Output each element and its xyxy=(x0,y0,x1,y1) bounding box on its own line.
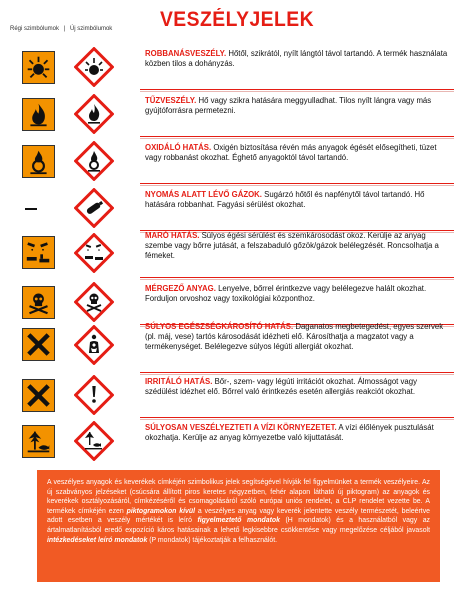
hazard-description xyxy=(145,322,450,353)
hazard-heading: IRRITÁLÓ HATÁS. xyxy=(145,377,213,386)
hazard-row-environment xyxy=(22,419,452,465)
hazard-heading: MÉRGEZŐ ANYAG. xyxy=(145,284,216,293)
hazard-description xyxy=(145,377,450,397)
ghs-flame-icon xyxy=(74,94,114,134)
environment-icon xyxy=(22,425,55,458)
hazard-row-health xyxy=(22,318,452,374)
hazard-heading: MARÓ HATÁS. xyxy=(145,231,200,240)
hazard-text: Lenyelve, bőrrel érintkezve vagy belélegezve halált okozhat. Forduljon orvoshoz vagy toxikológiai központhoz. xyxy=(145,284,427,304)
hazard-heading: ROBBANÁSVESZÉLY. xyxy=(145,49,227,58)
ghs-exclamation-mark-icon xyxy=(74,375,114,415)
hazard-description xyxy=(145,284,450,304)
hazard-description xyxy=(145,423,450,443)
hazard-text: Hő vagy szikra hatására meggyulladhat. Tilos nyílt lángra vagy más gyújtóforrásra permetezni. xyxy=(145,96,432,116)
ghs-gas-cylinder-icon xyxy=(74,188,114,228)
old-symbols-label: Régi szimbólumok xyxy=(10,26,60,32)
hazard-description xyxy=(145,190,450,210)
hazard-text: Súlyos égési sérülést és szemkárosodást okoz. Kerülje az anyag szembe vagy bőrre jutását, a felszabaduló gőzök/gázok belélegzését. Roncsolhatja a fémeket. xyxy=(145,231,439,261)
hazard-description xyxy=(145,96,450,116)
ghs-health-hazard-icon xyxy=(74,325,114,365)
harmful-icon xyxy=(22,328,55,361)
hazard-description xyxy=(145,49,450,69)
hazard-text: Daganatos megbetegedést, egyes szervek (pl. máj, vese) tartós károsodását idézheti elő. Károsíthatja a magzatot vagy a termékenységet. Belélegezve súlyos légúti allergiát okozhat. xyxy=(145,322,444,352)
hazard-heading: TŰZVESZÉLY. xyxy=(145,96,197,105)
divider xyxy=(140,136,454,137)
ghs-environment-icon xyxy=(74,421,114,461)
info-text: (P mondatok) tájékoztatják a felhasználót. xyxy=(149,536,278,544)
hazard-description xyxy=(145,231,450,262)
hazard-heading: OXIDÁLÓ HATÁS. xyxy=(145,143,212,152)
info-emphasis: piktogramokon kívül xyxy=(126,507,195,515)
ghs-flame-over-circle-icon xyxy=(74,141,114,181)
info-text: a veszélyes anyag vagy keverék jelentette veszély természetét, beleértve adott esetben a veszély mértékét is leíró xyxy=(47,507,430,525)
hazard-text: Hőtől, szikrától, nyílt lángtól távol tartandó. A termék használata közben tilos a dohányzás. xyxy=(145,49,448,69)
divider xyxy=(140,277,454,278)
hazard-row-flammable xyxy=(22,92,452,138)
hazard-text: Bőr-, szem- vagy légúti irritációt okozhat. Álmosságot vagy szédülést idézhet elő. Bőrrel való érintkezés esetén allergiás reakciót okozhat. xyxy=(145,377,417,397)
divider xyxy=(140,183,454,184)
no-old-symbol-dash xyxy=(25,208,37,210)
toxic-icon xyxy=(22,286,55,319)
flammable-icon xyxy=(22,98,55,131)
hazard-row-corrosive xyxy=(22,227,452,279)
hazard-heading: SÚLYOS EGÉSZSÉGKÁROSÍTÓ HATÁS. xyxy=(145,322,294,331)
hazard-description xyxy=(145,143,450,163)
hazard-text: Sugárzó hőtől és napfénytől távol tartandó. Hő hatására robbanhat. Fagyási sérülést okozhat. xyxy=(145,190,425,210)
hazard-heading: SÚLYOSAN VESZÉLYEZTETI A VÍZI KÖRNYEZETET. xyxy=(145,423,337,432)
info-emphasis: intézkedéseket leíró mondatok xyxy=(47,536,148,544)
info-emphasis: figyelmeztető mondatok xyxy=(197,517,280,525)
hazard-row-gas xyxy=(22,186,452,232)
ghs-corrosion-icon xyxy=(74,233,114,273)
subheading xyxy=(10,26,115,32)
irritant-icon xyxy=(22,379,55,412)
hazard-row-irritant xyxy=(22,373,452,419)
hazard-row-oxidizing xyxy=(22,139,452,185)
hazard-row-explosive xyxy=(22,45,452,91)
ghs-exploding-bomb-icon xyxy=(74,47,114,87)
hazard-text: A vízi élőlények pusztulását okozhatja. Kerülje az anyag környezetbe való kijuttatását. xyxy=(145,423,434,443)
divider xyxy=(140,89,454,90)
hazard-heading: NYOMÁS ALATT LÉVŐ GÁZOK. xyxy=(145,190,262,199)
ghs-skull-crossbones-icon xyxy=(74,282,114,322)
subheading-separator: | xyxy=(63,26,66,32)
hazard-text: Oxigén biztosítása révén más anyagok égését elősegítheti, tüzet vagy robbanást okozhat. Éghető anyagoktól távol tartandó. xyxy=(145,143,437,163)
new-symbols-label: Új szimbólumok xyxy=(69,26,113,32)
info-text: (H mondatok) és a használatból vagy az ártalmatlanításból eredő expozíció káros hatásainak a lehető legkisebbre csökkentése vagy megelőzése céljából javasolt xyxy=(47,517,430,534)
corrosive-icon xyxy=(22,236,55,269)
info-box xyxy=(37,470,440,582)
oxidizing-icon xyxy=(22,145,55,178)
page-title: VESZÉLYJELEK xyxy=(159,8,315,31)
info-text: A veszélyes anyagok és keverékek címkéjén szimbolikus jelek segítségével hívják fel figyelmünket a termék veszélyeire. Az új szabványos jelzéseket (csúcsára állított piros keretes négyzetben, fehér alapon látható új piktogram) az anyagok és keverékek osztályozásáról, címkézéséről és csomagolásáról szóló európai uniós rendelet, a CLP rendelet vezette be. A termékek címkéjén ezen xyxy=(47,479,430,515)
explosive-icon xyxy=(22,51,55,84)
divider xyxy=(140,417,454,418)
